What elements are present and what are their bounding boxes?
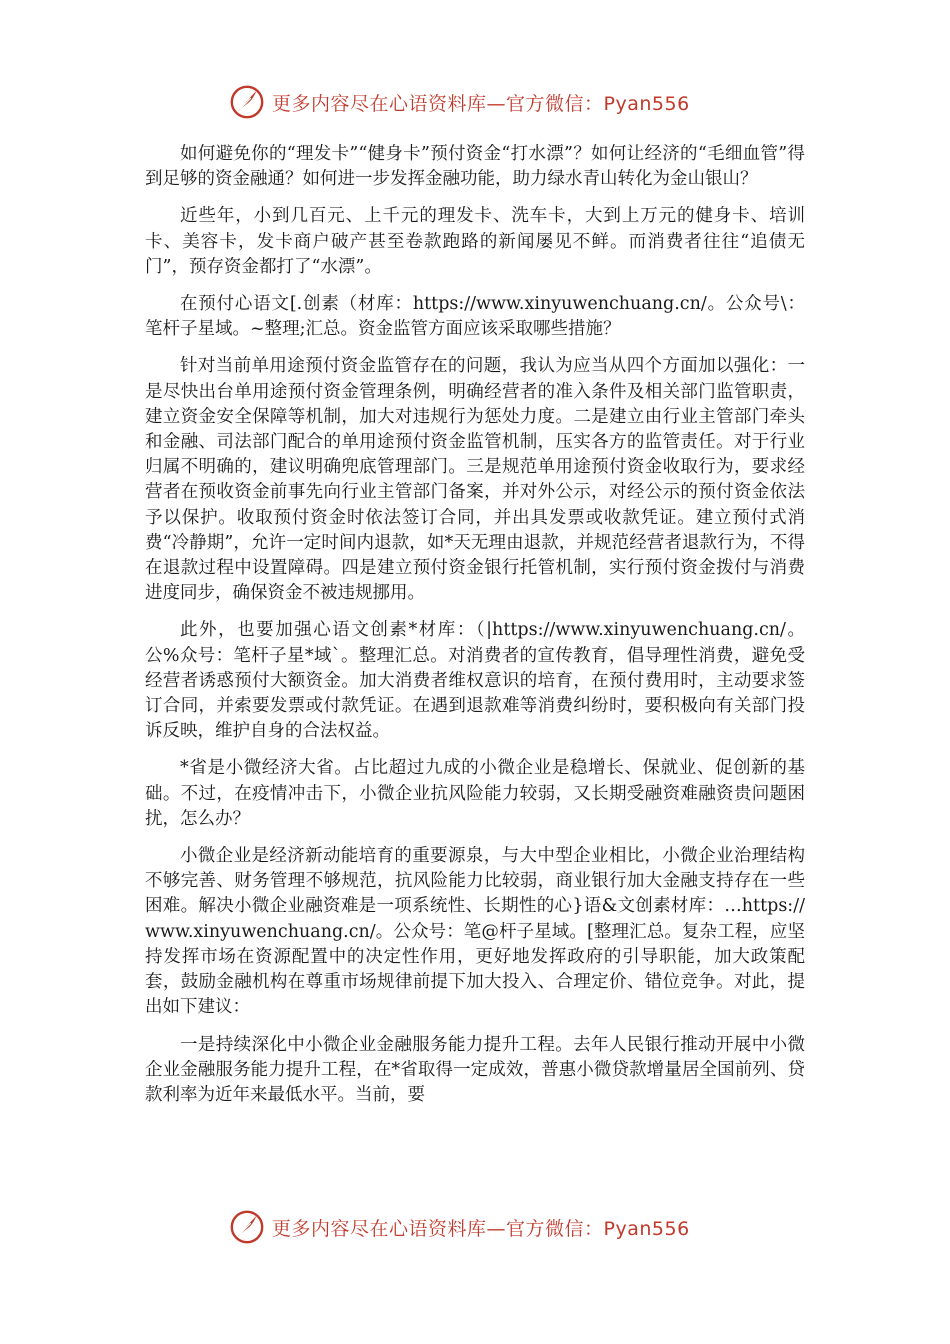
paragraph: 近些年，小到几百元、上千元的理发卡、洗车卡，大到上万元的健身卡、培训卡、美容卡，发卡商户破产甚至卷款跑路的新闻屡见不鲜。而消费者往往“追债无门”，预存资金都打了“水漂”。	[145, 206, 805, 277]
paragraph: 此外，也要加强心语文创素*材库：（|https://www.xinyuwenchuang.cn/。公%众号：笔杆子星*域`。整理汇总。对消费者的宣传教育，倡导理性消费，避免受经营者诱惑预付大额资金。加大消费者维权意识的培育，在预付费用时，主动要求签订合同，并索要发票或付款凭证。在遇到退款难等消费纠纷时，要积极向有关部门投诉反映，维护自身的合法权益。	[145, 620, 805, 742]
paragraph: *省是小微经济大省。占比超过九成的小微企业是稳增长、保就业、促创新的基础。不过，在疫情冲击下，小微企业抗风险能力较弱，又长期受融资难融资贵问题困扰，怎么办？	[145, 758, 805, 829]
footer-banner-text: 更多内容尽在心语资料库—官方微信：Pyan556	[272, 1217, 690, 1240]
paragraph: 在预付心语文[.创素（材库：https://www.xinyuwenchuang.cn/。公众号\：笔杆子星域。~整理;汇总。资金监管方面应该采取哪些措施？	[145, 294, 805, 340]
paragraph: 如何避免你的“理发卡”“健身卡”预付资金“打水漂”？如何让经济的“毛细血管”得到足够的资金融通？如何进一步发挥金融功能，助力绿水青山转化为金山银山？	[145, 144, 805, 190]
header-banner	[228, 82, 690, 122]
feather-logo-icon	[228, 1208, 266, 1246]
feather-logo-icon	[228, 83, 266, 121]
paragraph: 针对当前单用途预付资金监管存在的问题，我认为应当从四个方面加以强化：一是尽快出台单用途预付资金管理条例，明确经营者的准入条件及相关部门监管职责，建立资金安全保障等机制，加大对违规行为惩处力度。二是建立由行业主管部门牵头和金融、司法部门配合的单用途预付资金监管机制，压实各方的监管责任。对于行业归属不明确的，建议明确兜底管理部门。三是规范单用途预付资金收取行为，要求经营者在预收资金前事先向行业主管部门备案，并对外公示，对经公示的预付资金依法予以保护。收取预付资金时依法签订合同，并出具发票或收款凭证。建立预付式消费“冷静期”，允许一定时间内退款，如*天无理由退款，并规范经营者退款行为，不得在退款过程中设置障碍。四是建立预付资金银行托管机制，实行预付资金拨付与消费进度同步，确保资金不被违规挪用。	[145, 356, 805, 604]
paragraph: 一是持续深化中小微企业金融服务能力提升工程。去年人民银行推动开展中小微企业金融服务能力提升工程，在*省取得一定成效，普惠小微贷款增量居全国前列、贷款利率为近年来最低水平。当前，要	[145, 1034, 805, 1105]
article-body	[145, 142, 805, 1120]
footer-banner	[228, 1207, 690, 1247]
header-banner-text: 更多内容尽在心语资料库—官方微信：Pyan556	[272, 92, 690, 115]
paragraph: 小微企业是经济新动能培育的重要源泉，与大中型企业相比，小微企业治理结构不够完善、财务管理不够规范，抗风险能力比较弱，商业银行加大金融支持存在一些困难。解决小微企业融资难是一项系统性、长期性的心}语&文创素材库：…https://www.xinyuwenchuang.cn/。公众号：笔@杆子星域。[整理汇总。复杂工程，应坚持发挥市场在资源配置中的决定性作用，更好地发挥政府的引导职能，加大政策配套，鼓励金融机构在尊重市场规律前提下加大投入、合理定价、错位竞争。对此，提出如下建议：	[145, 846, 805, 1018]
